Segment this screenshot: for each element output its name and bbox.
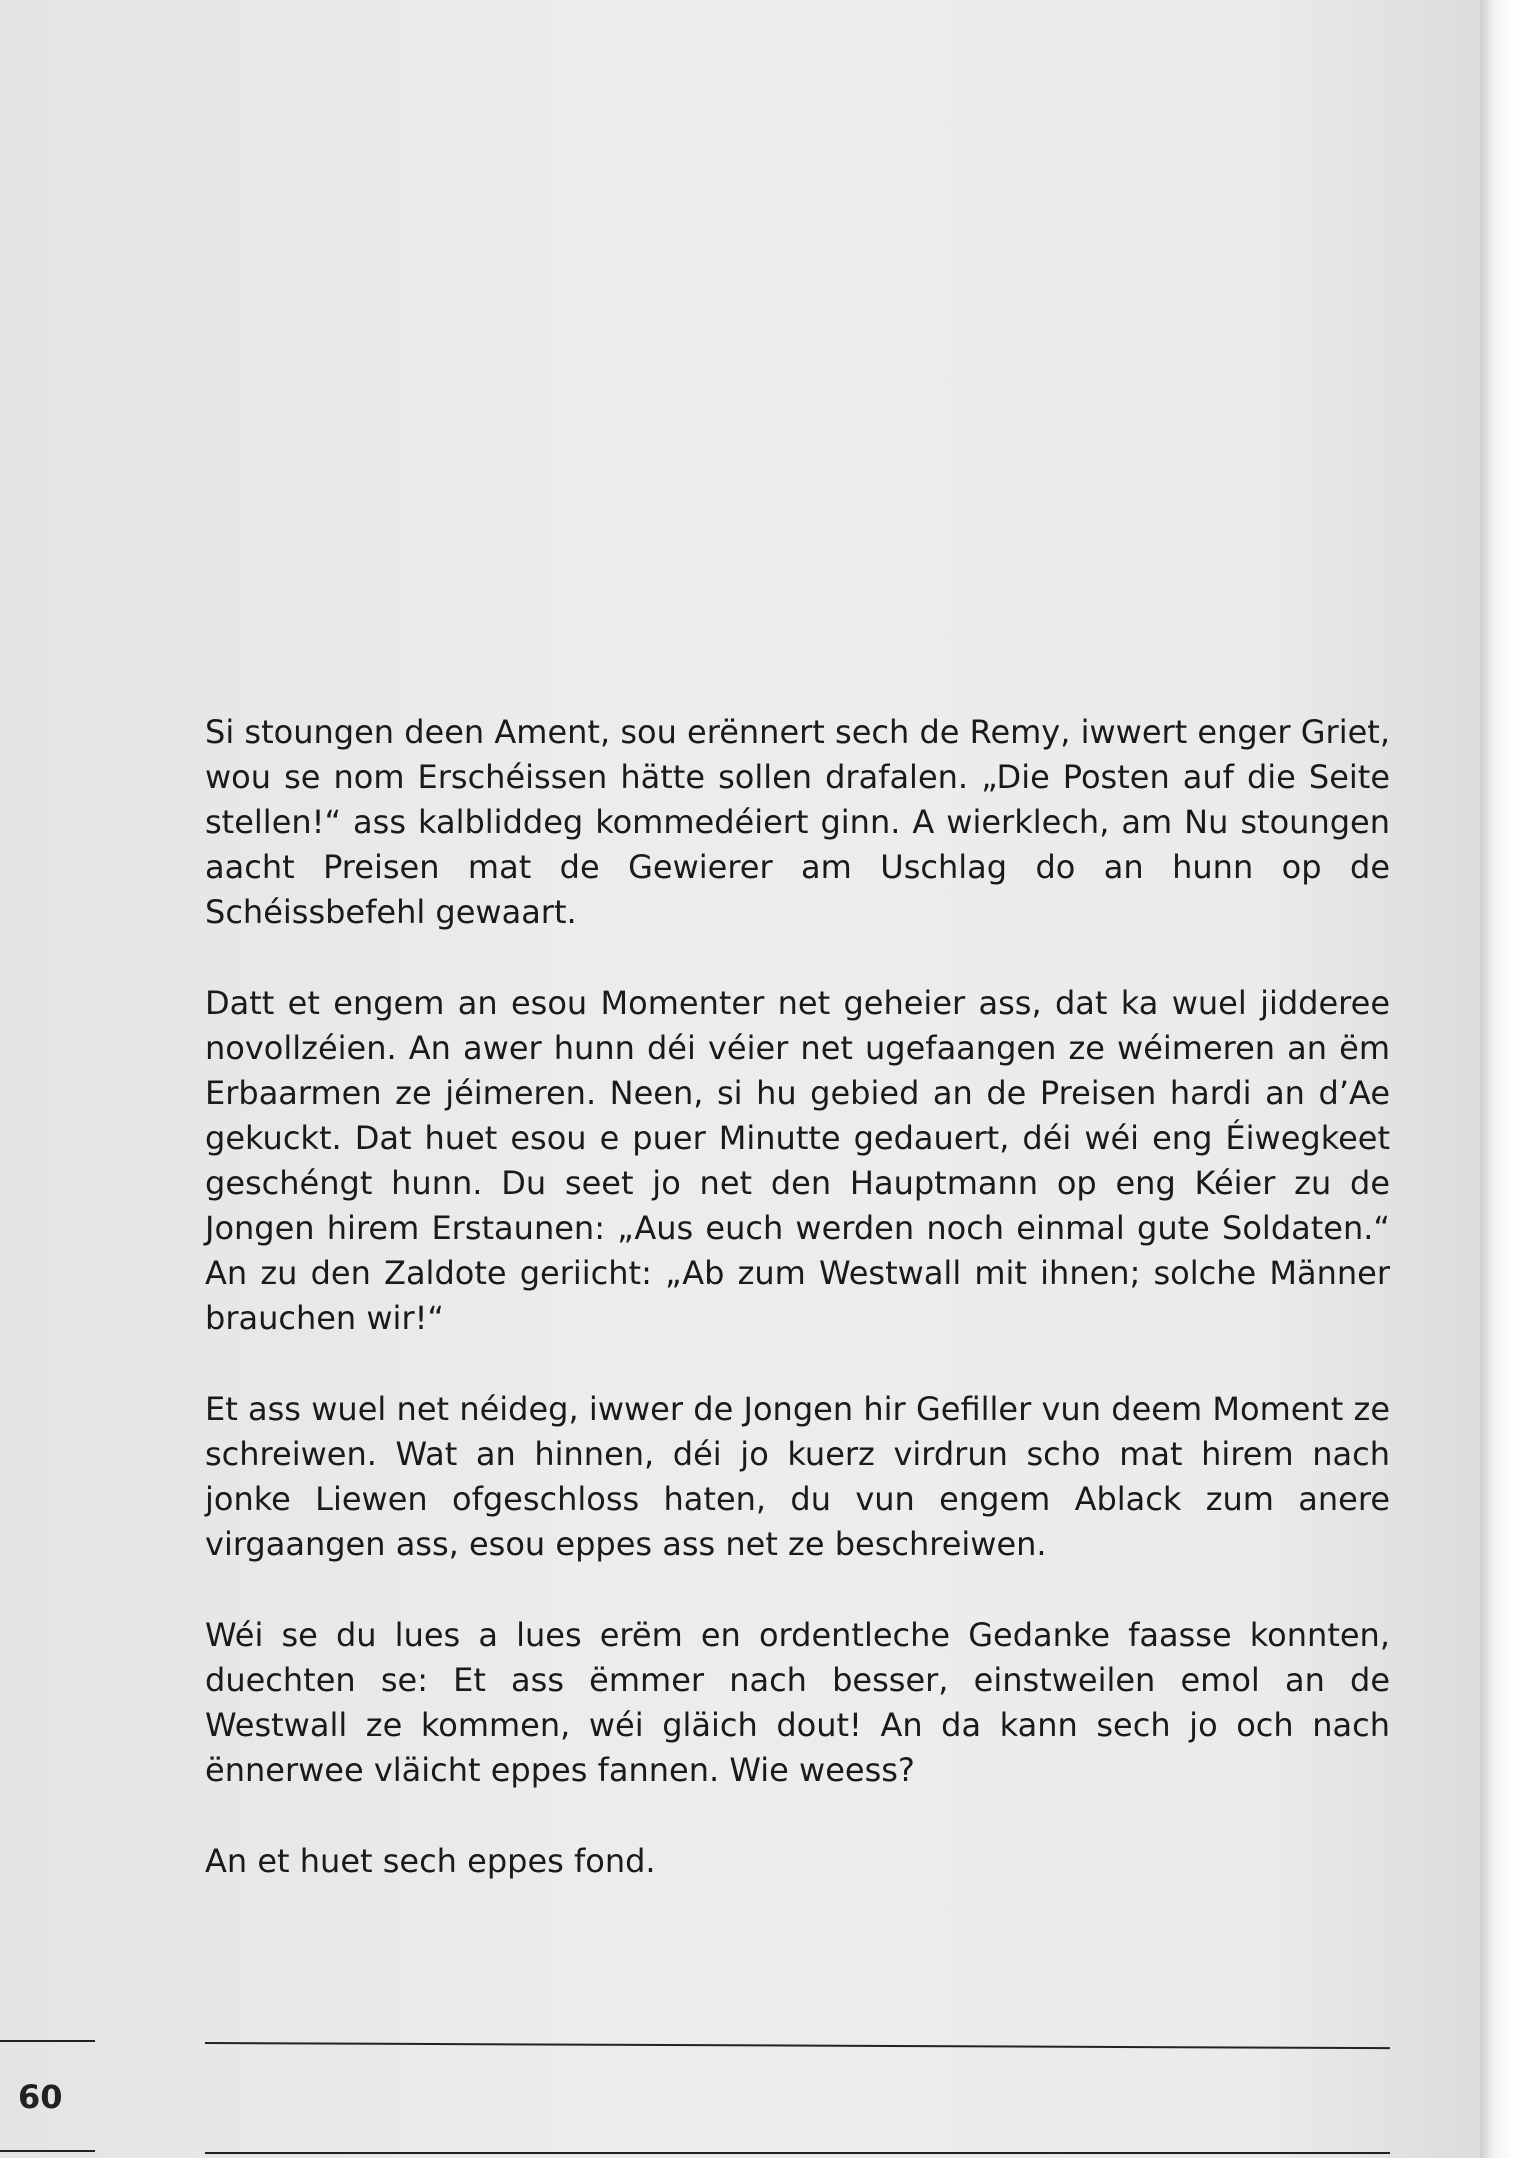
bottom-rule-left: [0, 2150, 95, 2152]
body-text: [205, 710, 1390, 1884]
page-number: 60: [18, 2078, 63, 2116]
paragraph: Wéi se du lues a lues erëm en ordentleche Gedanke faasse konnten, duechten se: Et ass ëmmer nach besser, einstweilen emol an de Westwall ze kommen, wéi gläich dout! An da kann sech jo och nach ënnerwee vläicht eppes fannen. Wie weess?: [205, 1616, 1390, 1789]
book-spine: [1480, 0, 1516, 2158]
paragraph: Si stoungen deen Ament, sou erënnert sech de Remy, iwwert enger Griet, wou se nom Erschéissen hätte sollen drafalen. „Die Posten auf die Seite stellen!“ ass kalbliddeg kommedéiert ginn. A wierklech, am Nu stoungen aacht Preisen mat de Gewierer am Uschlag do an hunn op de Schéissbefehl gewaart.: [205, 713, 1390, 931]
bottom-rule: [205, 2152, 1390, 2154]
footer-rule: [205, 2042, 1390, 2049]
paragraph: Et ass wuel net néideg, iwwer de Jongen hir Gefiller vun deem Moment ze schreiwen. Wat an hinnen, déi jo kuerz virdrun scho mat hirem nach jonke Liewen ofgeschloss haten, du vun engem Ablack zum anere virgaangen ass, esou eppes ass net ze beschreiwen.: [205, 1390, 1390, 1563]
paragraph: Datt et engem an esou Momenter net geheier ass, dat ka wuel jidderee novollzéien. An awer hunn déi véier net ugefaangen ze wéimeren an ëm Erbaarmen ze jéimeren. Neen, si hu gebied an de Preisen hardi an d’Ae gekuckt. Dat huet esou e puer Minutte gedauert, déi wéi eng Éiwegkeet geschéngt hunn. Du seet jo net den Hauptmann op eng Kéier zu de Jongen hirem Erstaunen: „Aus euch werden noch einmal gute Soldaten.“ An zu den Zaldote geriicht: „Ab zum Westwall mit ihnen; solche Männer brauchen wir!“: [205, 984, 1390, 1337]
paragraph: An et huet sech eppes fond.: [205, 1842, 656, 1880]
footer-rule-left: [0, 2040, 95, 2042]
